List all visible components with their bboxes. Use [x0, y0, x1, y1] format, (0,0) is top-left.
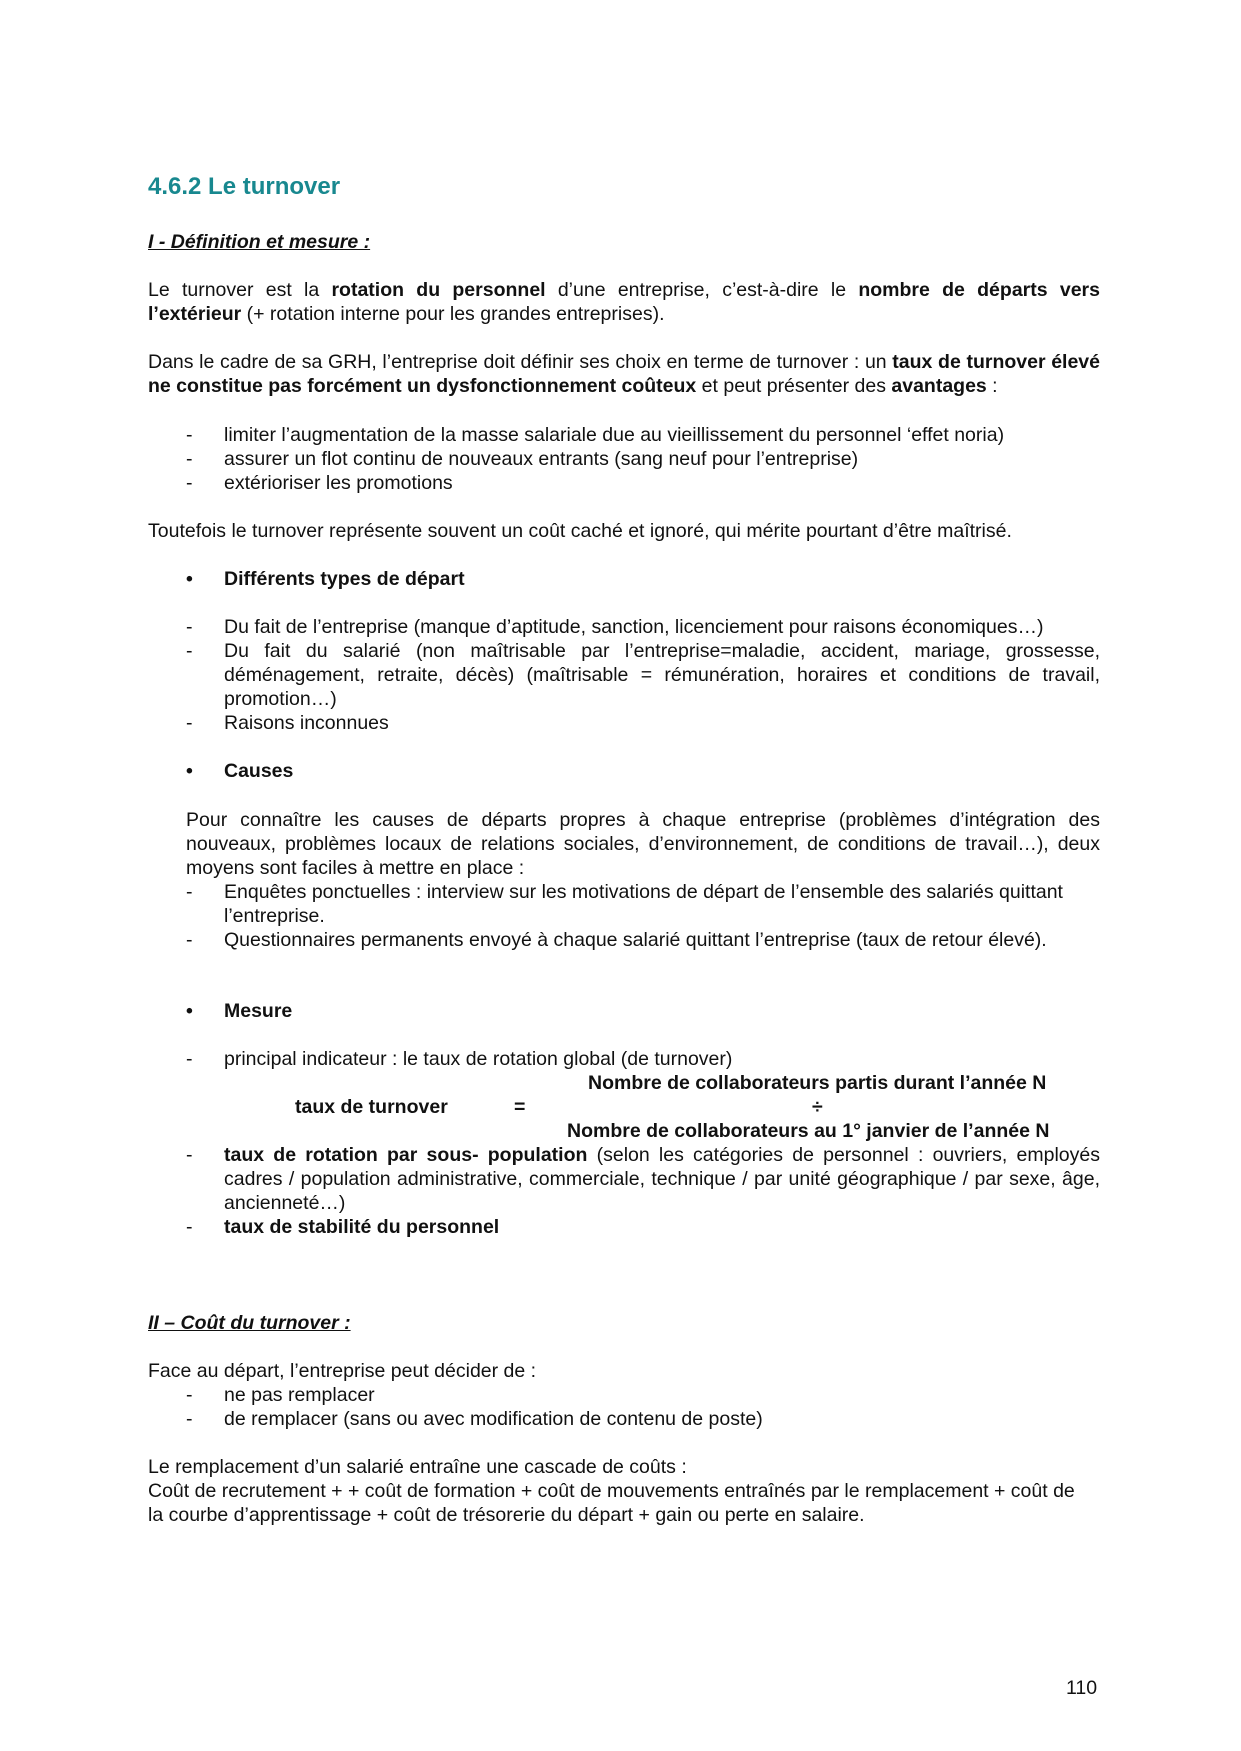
- list-item: - limiter l’augmentation de la masse salariale due au vieillissement du personnel ‘effet noria): [186, 424, 1005, 446]
- formula-numerator: Nombre de collaborateurs partis durant l’année N: [588, 1072, 1047, 1094]
- formula-label: taux de turnover: [295, 1096, 448, 1118]
- page-number: 110: [1066, 1677, 1098, 1699]
- paragraph-cascade: [148, 1455, 1100, 1527]
- text-line: Le remplacement d’un salarié entraîne une cascade de coûts :: [148, 1456, 687, 1478]
- bold-term: nombre de départs vers l’extérieur: [148, 279, 1100, 325]
- paragraph-grh: [148, 350, 1100, 398]
- bold-term: avantages: [891, 375, 987, 397]
- text-line: Coût de recrutement + + coût de formation + coût de mouvements entraînés par le remplacement + coût de la courbe d’apprentissage + coût de trésorerie du départ + gain ou perte en salaire.: [148, 1480, 1075, 1526]
- list-item: - assurer un flot continu de nouveaux entrants (sang neuf pour l’entreprise): [186, 448, 859, 470]
- list-item: - Du fait de l’entreprise (manque d’aptitude, sanction, licenciement pour raisons économiques…): [186, 616, 1044, 638]
- list-item: - Raisons inconnues: [186, 712, 389, 734]
- list-item: - Du fait du salarié (non maîtrisable par l’entreprise=maladie, accident, mariage, grossesse, déménagement, retraite, décès) (maîtrisable = rémunération, horaires et conditions de travail, promotion…): [186, 640, 1100, 710]
- list-item: - ne pas remplacer: [186, 1384, 375, 1406]
- list-item: - taux de stabilité du personnel: [186, 1216, 500, 1238]
- causes-list: [148, 880, 1100, 952]
- mesure-items-2-3: [148, 1143, 1100, 1239]
- departure-types-list: [148, 615, 1100, 735]
- paragraph-hidden-cost: Toutefois le turnover représente souvent un coût caché et ignoré, qui mérite pourtant d’être maîtrisé.: [148, 520, 1012, 542]
- list-item: - principal indicateur : le taux de rotation global (de turnover): [186, 1048, 733, 1070]
- bold-term: rotation du personnel: [331, 279, 546, 301]
- text-run: Dans le cadre de sa GRH, l’entreprise doit définir ses choix en terme de turnover : un: [148, 351, 893, 373]
- formula-divide: ÷: [812, 1096, 823, 1118]
- formula-equals: =: [514, 1096, 526, 1118]
- mesure-item-1: [148, 1047, 1100, 1071]
- list-item: - Enquêtes ponctuelles : interview sur les motivations de départ de l’ensemble des salariés quittant l’entreprise.: [186, 881, 1063, 927]
- paragraph-face-depart: Face au départ, l’entreprise peut décider de :: [148, 1360, 537, 1382]
- text-run: et peut présenter des: [696, 375, 892, 397]
- section-heading: 4.6.2 Le turnover: [148, 173, 341, 200]
- paragraph-definition: [148, 278, 1100, 326]
- subsection-title-cout: II – Coût du turnover :: [148, 1312, 351, 1334]
- choices-list: [148, 1383, 1100, 1431]
- text-run: d’une entreprise, c’est-à-dire le: [545, 279, 859, 301]
- paragraph-causes: Pour connaître les causes de départs propres à chaque entreprise (problèmes d’intégration des nouveaux, problèmes locaux de relations sociales, d’environnement, de conditions de travail…), deux moyens sont faciles à mettre en place :: [186, 809, 1100, 879]
- bold-term: taux de turnover élevé ne constitue pas forcément un dysfonctionnement coûteux: [148, 351, 1101, 397]
- list-item: - de remplacer (sans ou avec modification de contenu de poste): [186, 1408, 763, 1430]
- list-item: - taux de rotation par sous- population (selon les catégories de personnel : ouvriers, employés cadres / population administrative, commerciale, technique / par unité géographique / par sexe, âge, ancienneté…): [186, 1144, 1100, 1214]
- subsection-title-definition: I - Définition et mesure :: [148, 231, 371, 253]
- text-run: Le turnover est la: [148, 279, 332, 301]
- advantages-list: [148, 423, 1100, 495]
- list-item: - extérioriser les promotions: [186, 472, 453, 494]
- formula-denominator: Nombre de collaborateurs au 1° janvier de l’année N: [567, 1120, 1050, 1142]
- text-run: :: [986, 375, 998, 397]
- list-item: - Questionnaires permanents envoyé à chaque salarié quittant l’entreprise (taux de retour élevé).: [186, 929, 1047, 951]
- text-run: (+ rotation interne pour les grandes entreprises).: [241, 303, 665, 325]
